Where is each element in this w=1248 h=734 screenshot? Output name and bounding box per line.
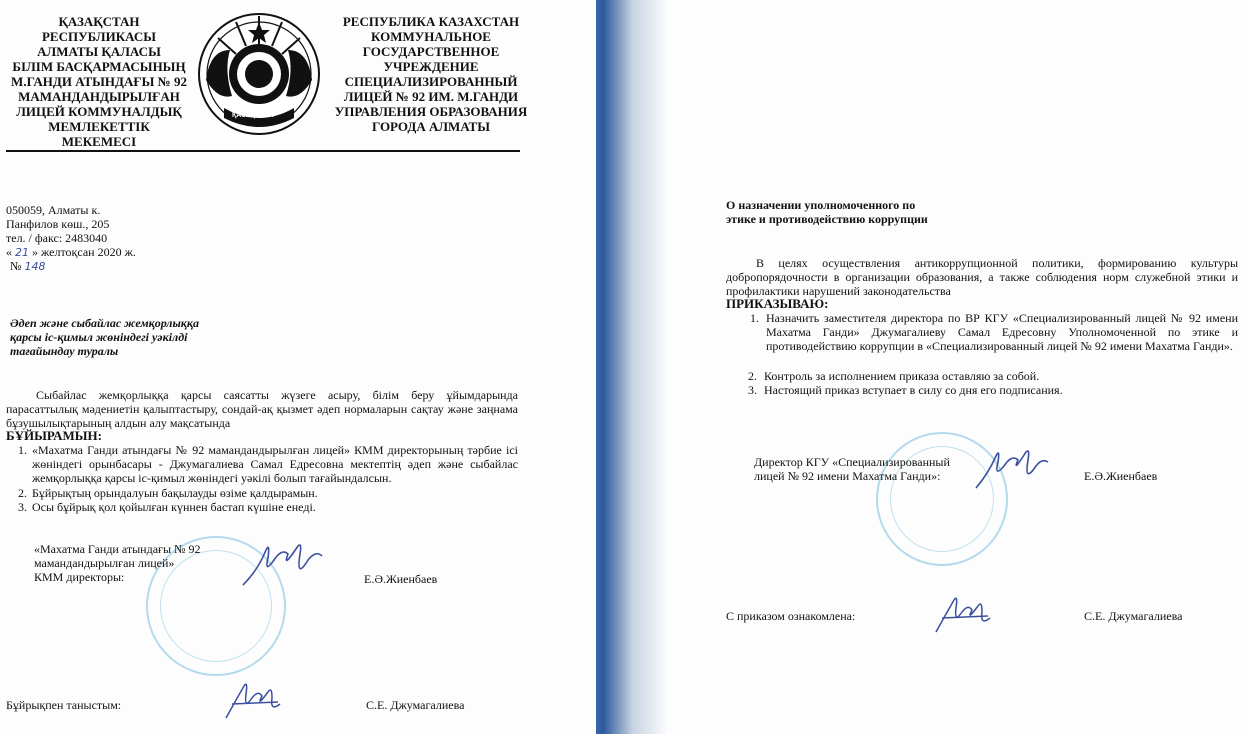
document-page-kazakh (0, 0, 596, 734)
header-line: РЕСПУБЛИКА КАЗАХСТАН (342, 14, 520, 29)
list-item: 2. Контроль за исполнением приказа оставляю за собой. (748, 369, 1040, 383)
acknowledgement-name: С.Е. Джумагалиева (366, 698, 465, 712)
doc-title-line: қарсы іс-қимыл жөніндегі уәкілді (10, 330, 188, 344)
header-line: ГОСУДАРСТВЕННОЕ (362, 44, 500, 59)
director-line: КММ директоры: (34, 570, 125, 584)
director-signature-icon (972, 446, 1052, 492)
acknowledgement-label: С приказом ознакомлена: (726, 609, 856, 623)
header-line: М.ГАНДИ АТЫНДАҒЫ № 92 (11, 74, 187, 89)
header-line: УЧРЕЖДЕНИЕ (383, 59, 479, 74)
header-line: МЕМЛЕКЕТТІК МЕКЕМЕСІ (48, 119, 150, 149)
header-line: БІЛІМ БАСҚАРМАСЫНЫҢ (12, 59, 186, 74)
address-line: тел. / факс: 2483040 (6, 231, 108, 245)
scan-gutter (596, 0, 670, 734)
list-item: 1. Назначить заместителя директора по ВР КГУ «Специализированный лицей № 92 имени Махатма Ганди» Джумагалиеву Самал Едресовну Уполномоченной по этике и противодействию коррупции в «Специализированный лицей № 92 имени Махатма Ганди». (750, 311, 1238, 353)
acknowledgement-signature-icon (932, 594, 996, 638)
header-line: ГОРОДА АЛМАТЫ (372, 119, 490, 134)
director-name: Е.Ә.Жиенбаев (1084, 469, 1158, 483)
handwritten-date-day: 21 (15, 246, 29, 259)
header-left-block (10, 14, 188, 149)
header-line: СПЕЦИАЛИЗИРОВАННЫЙ (344, 74, 518, 89)
body-paragraph: Сыбайлас жемқорлыққа қарсы саясатты жүзеге асыру, білім беру ұйымдарында парасаттылық мәдениетін қалыптастыру, сондай-ақ қызмет әдеп нормаларын сақтау және заңнама бұзушылықтарының алдын алу мақсатында (6, 388, 518, 430)
date-open-quote: « (6, 245, 12, 259)
address-line: Панфилов көш., 205 (6, 217, 110, 231)
director-signature-icon (238, 540, 328, 590)
order-number (10, 259, 45, 274)
acknowledgement-name: С.Е. Джумагалиева (1084, 609, 1183, 623)
emblem-label: ҚАЗАҚСТАН (232, 112, 274, 119)
address-line: 050059, Алматы к. (6, 203, 101, 217)
doc-title-line: этике и противодействию коррупции (726, 212, 928, 226)
header-line: УПРАВЛЕНИЯ ОБРАЗОВАНИЯ (334, 104, 528, 119)
acknowledgement-label: Бұйрықпен таныстым: (6, 698, 122, 712)
director-line: лицей № 92 имени Махатма Ганди»: (754, 469, 941, 483)
header-line: АЛМАТЫ ҚАЛАСЫ (37, 44, 161, 59)
doc-title-line: Әдеп және сыбайлас жемқорлыққа (10, 316, 199, 330)
header-line: ЛИЦЕЙ КОММУНАЛДЫҚ (16, 104, 182, 119)
header-right-block (330, 14, 532, 134)
header-divider (6, 150, 520, 152)
list-item-text: Контроль за исполнением приказа оставляю за собой. (764, 369, 1040, 383)
document-page-russian (670, 0, 1248, 734)
doc-title-line: тағайындау туралы (10, 344, 119, 358)
director-line: «Махатма Ганди атындағы № 92 (34, 542, 201, 556)
director-line: Директор КГУ «Специализированный (754, 455, 950, 469)
header-line: КОММУНАЛЬНОЕ (371, 29, 491, 44)
list-item-text: Назначить заместителя директора по ВР КГУ «Специализированный лицей № 92 имени Махатма Ганди» Джумагалиеву Самал Едресовну Уполномоченной по этике и противодействию коррупции в «Специализированный лицей № 92 имени Махатма Ганди». (766, 311, 1238, 353)
header-line: МАМАНДАНДЫРЫЛҒАН (18, 89, 180, 104)
list-item: 3. Настоящий приказ вступает в силу со дня его подписания. (748, 383, 1063, 397)
list-item-text: Бұйрықтың орындалуын бақылауды өзіме қалдырамын. (32, 486, 318, 500)
list-item: 2. Бұйрықтың орындалуын бақылауды өзіме қалдырамын. (18, 486, 318, 500)
acknowledgement-signature-icon (222, 680, 292, 724)
doc-title-line: О назначении уполномоченного по (726, 198, 916, 212)
list-item-text: Настоящий приказ вступает в силу со дня его подписания. (764, 383, 1063, 397)
body-paragraph: В целях осуществления антикоррупционной политики, формированию культуры добропорядочности в организации образования, а также соблюдения норм служебной этики и профилактики нарушений законодательства (726, 256, 1238, 298)
header-line: РЕСПУБЛИКАСЫ (41, 29, 157, 44)
order-word: БҰЙЫРАМЫН: (6, 428, 103, 443)
director-line: мамандандырылған лицей» (34, 556, 175, 570)
order-word: ПРИКАЗЫВАЮ: (726, 296, 829, 311)
date-rest: » желтоқсан 2020 ж. (32, 245, 136, 259)
list-item: 3. Осы бұйрық қол қойылған күннен бастап күшіне енеді. (18, 500, 316, 514)
header-line: ҚАЗАҚСТАН (58, 14, 140, 29)
list-item: 1. «Махатма Ганди атындағы № 92 мамандандырылған лицей» КММ директорының тәрбие ісі жөніндегі орынбасары - Джумагалиева Самал Едресовна мектептің әдеп және сыбайлас жемқорлыққа қарсы іс-қимыл жөніндегі уәкілі болып тағайындалсын. (18, 443, 518, 485)
date-line (6, 245, 136, 260)
list-item-text: Осы бұйрық қол қойылған күннен бастап күшіне енеді. (32, 500, 316, 514)
header-line: ЛИЦЕЙ № 92 ИМ. М.ГАНДИ (343, 89, 519, 104)
handwritten-order-number: 148 (24, 260, 46, 273)
list-item-text: «Махатма Ганди атындағы № 92 мамандандырылған лицей» КММ директорының тәрбие ісі жөніндегі орынбасары - Джумагалиева Самал Едресовна мектептің әдеп және сыбайлас жемқорлыққа қарсы іс-қимыл жөніндегі уәкілі болып тағайындалсын. (32, 443, 518, 485)
director-name: Е.Ә.Жиенбаев (364, 572, 438, 586)
order-number-prefix: № (10, 259, 22, 273)
